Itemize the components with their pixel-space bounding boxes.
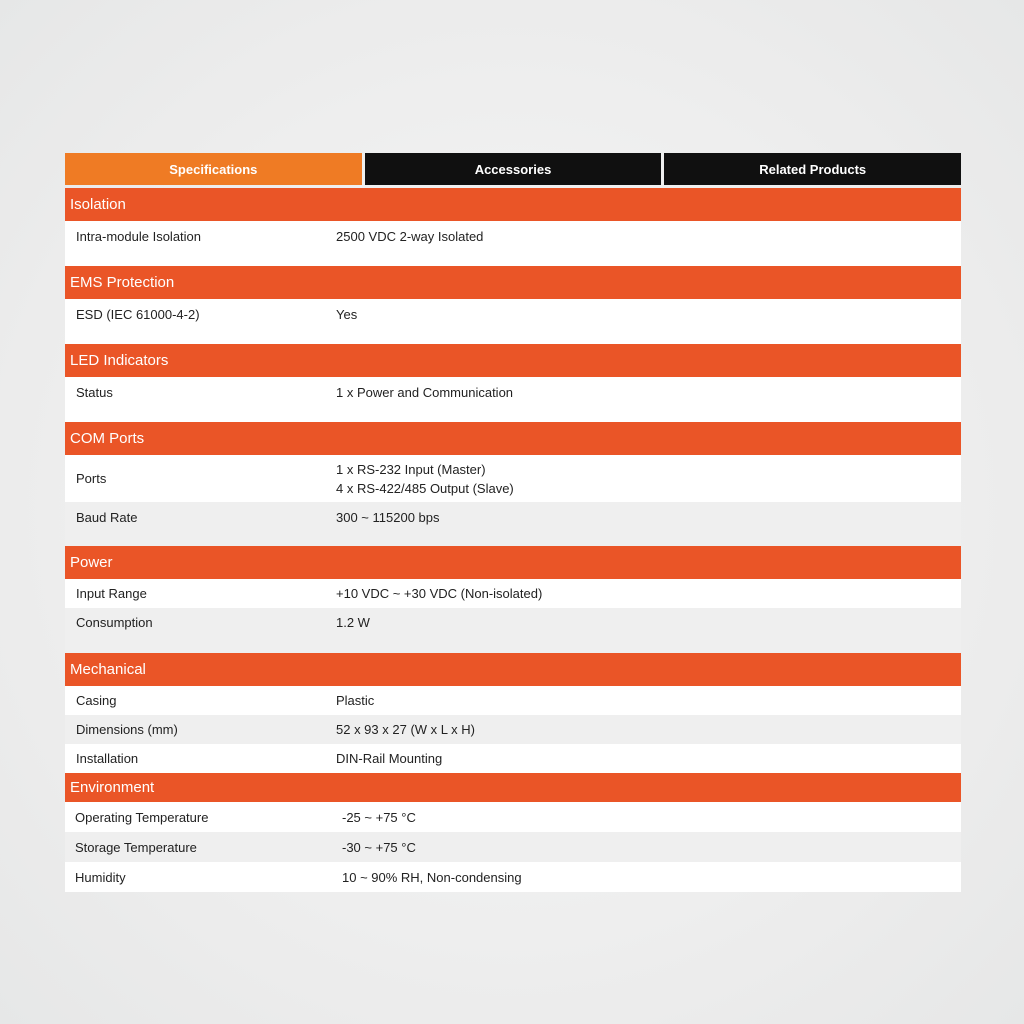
spec-value: 52 x 93 x 27 (W x L x H) xyxy=(336,722,475,737)
spec-label: Humidity xyxy=(75,869,126,885)
section-header-power: Power xyxy=(65,546,961,579)
section-header-ems-protection: EMS Protection xyxy=(65,266,961,299)
spec-row xyxy=(65,502,961,532)
spec-panel xyxy=(65,153,961,892)
tab-bar xyxy=(65,153,961,185)
section-padding xyxy=(65,252,961,266)
spec-value-line: 4 x RS-422/485 Output (Slave) xyxy=(336,480,514,496)
section-header-environment: Environment xyxy=(65,773,961,802)
spec-value: Yes xyxy=(336,307,358,322)
section-padding xyxy=(65,637,961,653)
spec-label: Operating Temperature xyxy=(75,809,209,825)
spec-value: +10 VDC ~ +30 VDC (Non-isolated) xyxy=(336,586,543,601)
spec-row xyxy=(65,579,961,608)
spec-row xyxy=(65,377,961,408)
section-padding xyxy=(65,408,961,422)
spec-row xyxy=(65,608,961,637)
spec-label: Storage Temperature xyxy=(75,839,197,855)
spec-label: Installation xyxy=(76,751,139,766)
spec-row xyxy=(65,299,961,330)
spec-value: 10 ~ 90% RH, Non-condensing xyxy=(342,869,522,885)
section-padding xyxy=(65,532,961,546)
spec-row xyxy=(65,715,961,744)
spec-value: 1 x Power and Communication xyxy=(336,385,514,400)
spec-value: -25 ~ +75 °C xyxy=(342,809,416,825)
spec-value: 2500 VDC 2-way Isolated xyxy=(336,229,484,244)
spec-value: 1.2 W xyxy=(336,615,370,630)
spec-row xyxy=(65,862,961,892)
spec-value: 300 ~ 115200 bps xyxy=(336,509,440,525)
spec-row xyxy=(65,221,961,252)
spec-value-line: 1 x RS-232 Input (Master) xyxy=(336,461,486,477)
section-environment xyxy=(65,773,961,892)
spec-label: ESD (IEC 61000-4-2) xyxy=(76,307,200,322)
spec-value: -30 ~ +75 °C xyxy=(342,839,416,855)
section-header-mechanical: Mechanical xyxy=(65,653,961,686)
spec-row xyxy=(65,832,961,862)
section-header-com-ports: COM Ports xyxy=(65,422,961,455)
tab-specifications[interactable]: Specifications xyxy=(65,153,362,185)
spec-row xyxy=(65,686,961,715)
section-header-led-indicators: LED Indicators xyxy=(65,344,961,377)
spec-label: Dimensions (mm) xyxy=(76,722,178,737)
spec-row xyxy=(65,802,961,832)
spec-label: Input Range xyxy=(76,586,147,601)
spec-row xyxy=(65,744,961,773)
spec-value xyxy=(336,460,961,498)
spec-label: Consumption xyxy=(76,615,153,630)
spec-label: Status xyxy=(76,385,113,400)
spec-label: Casing xyxy=(76,693,117,708)
section-padding xyxy=(65,330,961,344)
spec-row xyxy=(65,455,961,502)
tab-accessories[interactable]: Accessories xyxy=(365,153,662,185)
spec-value: Plastic xyxy=(336,693,375,708)
spec-label: Baud Rate xyxy=(76,509,138,525)
spec-label: Ports xyxy=(76,471,107,486)
section-header-isolation: Isolation xyxy=(65,188,961,221)
spec-label: Intra-module Isolation xyxy=(76,229,202,244)
spec-value: DIN-Rail Mounting xyxy=(336,751,443,766)
tab-related-products[interactable]: Related Products xyxy=(664,153,961,185)
